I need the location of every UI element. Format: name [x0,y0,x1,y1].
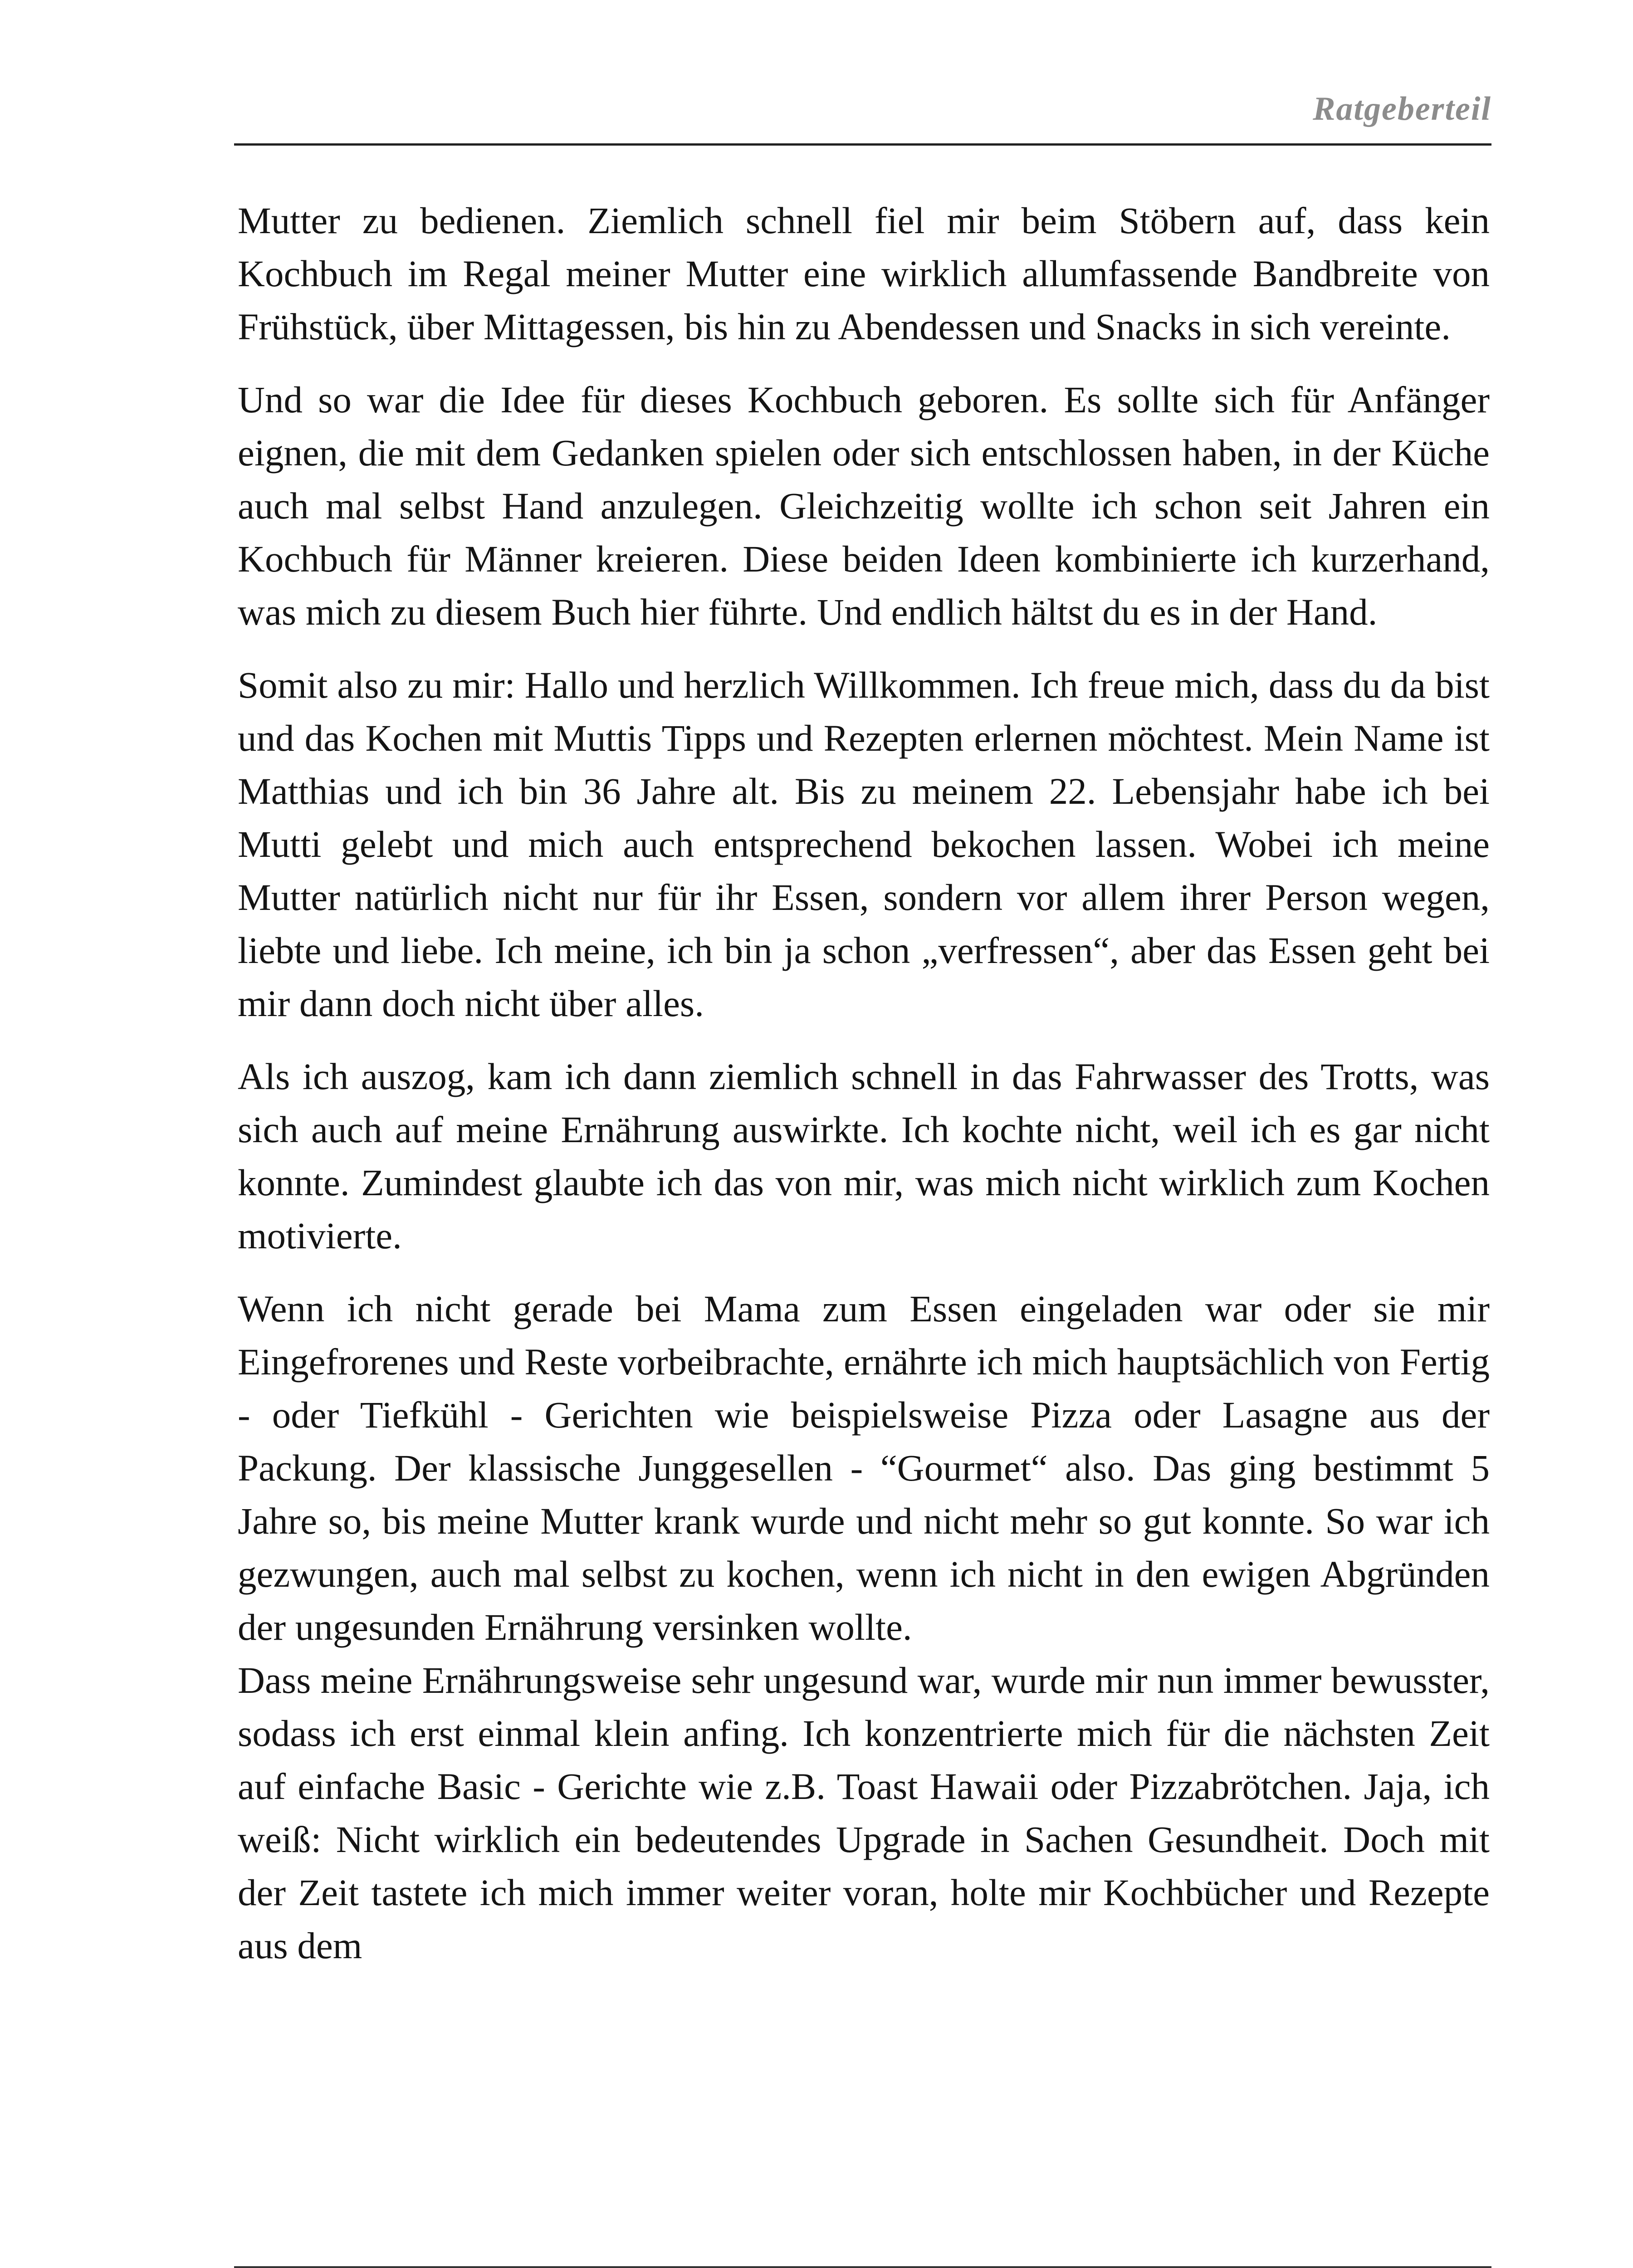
body-text [238,194,1490,1972]
running-header: Ratgeberteil [1313,90,1491,127]
paragraph: Dass meine Ernährungsweise sehr ungesund war, wurde mir nun immer bewusster, sodass ich erst einmal klein anfing. Ich konzentrierte mich für die nächsten Zeit auf einfache Basic - Gerichte wie z.B. Toast Hawaii oder Pizzabrötchen. Jaja, ich weiß: Nicht wirklich ein bedeutendes Upgrade in Sachen Gesundheit. Doch mit der Zeit tastete ich mich immer weiter voran, holte mir Kochbücher und Rezepte aus dem [238,1659,1490,1966]
paragraph: Als ich auszog, kam ich dann ziemlich schnell in das Fahrwasser des Trotts, was sich auch auf meine Ernährung auswirkte. Ich kochte nicht, weil ich es gar nicht konnte. Zumindest glaubte ich das von mir, was mich nicht wirklich zum Kochen motivierte. [238,1056,1490,1256]
header-divider [234,143,1491,146]
paragraph: Wenn ich nicht gerade bei Mama zum Essen eingeladen war oder sie mir Eingefrorenes und Reste vorbeibrachte, ernährte ich mich hauptsächlich von Fertig - oder Tiefkühl - Gerichten wie beispielsweise Pizza oder Lasagne aus der Packung. Der klassische Junggesellen - “Gourmet“ also. Das ging bestimmt 5 Jahre so, bis meine Mutter krank wurde und nicht mehr so gut konnte. So war ich gezwungen, auch mal selbst zu kochen, wenn ich nicht in den ewigen Abgründen der ungesunden Ernährung versinken wollte. [238,1288,1490,1648]
footer-divider [234,2266,1491,2268]
paragraph: Somit also zu mir: Hallo und herzlich Willkommen. Ich freue mich, dass du da bist und das Kochen mit Muttis Tipps und Rezepten erlernen möchtest. Mein Name ist Matthias und ich bin 36 Jahre alt. Bis zu meinem 22. Lebensjahr habe ich bei Mutti gelebt und mich auch entsprechend bekochen lassen. Wobei ich meine Mutter natürlich nicht nur für ihr Essen, sondern vor allem ihrer Person wegen, liebte und liebe. Ich meine, ich bin ja schon „verfressen“, aber das Essen geht bei mir dann doch nicht über alles. [238,664,1490,1024]
paragraph: Und so war die Idee für dieses Kochbuch geboren. Es sollte sich für Anfänger eignen, die mit dem Gedanken spielen oder sich entschlossen haben, in der Küche auch mal selbst Hand anzulegen. Gleichzeitig wollte ich schon seit Jahren ein Kochbuch für Männer kreieren. Diese beiden Ideen kombinierte ich kurzerhand, was mich zu diesem Buch hier führte. Und endlich hältst du es in der Hand. [238,379,1490,633]
paragraph: Mutter zu bedienen. Ziemlich schnell fiel mir beim Stöbern auf, dass kein Kochbuch im Regal meiner Mutter eine wirklich allumfassende Bandbreite von Frühstück, über Mittagessen, bis hin zu Abendessen und Snacks in sich vereinte. [238,200,1490,347]
